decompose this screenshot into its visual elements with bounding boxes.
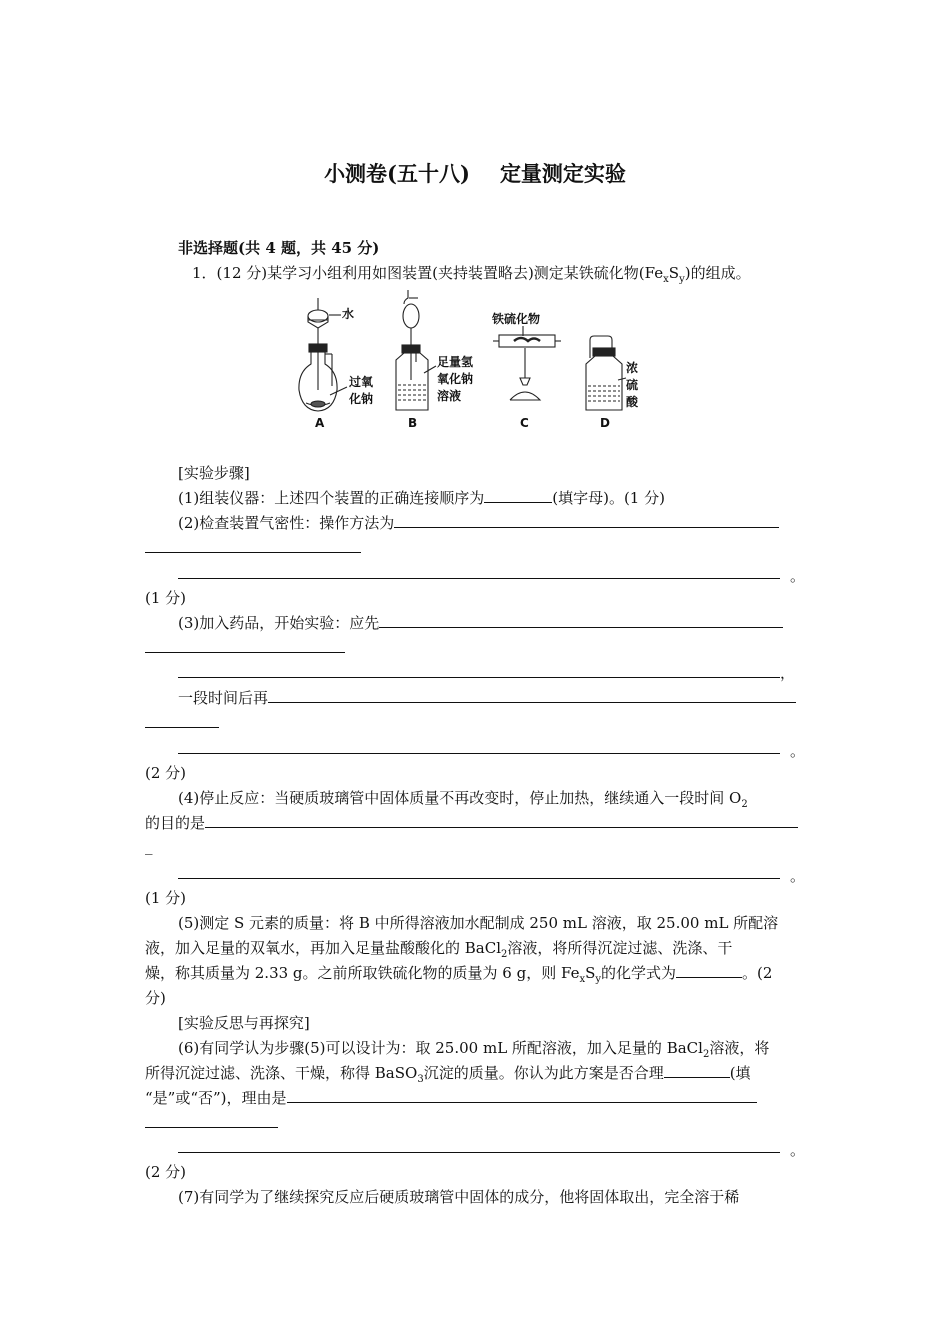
score-3: (2 分) [145,764,187,782]
step-5-line-2: 液，加入足量的双氧水，再加入足量盐酸酸化的 BaCl$_2$溶液，将所得沉淀过滤、洗涤、干 [145,939,733,960]
answer-blank-3c[interactable] [178,663,780,678]
score-6: (2 分) [145,1163,187,1181]
label-sodium-peroxide-2: 化钠 [349,392,374,406]
label-b: B [408,416,418,430]
score-4: (1 分) [145,889,187,907]
apparatus-figure [296,290,656,435]
apparatus-a [299,298,347,411]
label-sodium-peroxide-1: 过氧 [349,375,374,389]
step-4-line-4 [178,864,780,884]
step-6-line-2: 所得沉淀过滤、洗涤、干燥，称得 BaSO$_3$沉淀的质量。你认为此方案是否合理 (填 [145,1064,751,1085]
label-naoh-1: 足量氢 [437,355,474,369]
label-iron-sulfide: 铁硫化物 [492,312,541,326]
steps-header: [实验步骤] [178,464,250,482]
step-3-line-5 [145,713,219,733]
label-water: 水 [342,307,355,321]
answer-blank-4b[interactable] [178,864,780,879]
step-6-line-1: (6)有同学认为步骤(5)可以设计为：取 25.00 mL 所配溶液，加入足量的 BaCl$_2$溶液，将 [178,1039,770,1060]
answer-blank-3d[interactable] [268,688,796,703]
apparatus-c [493,326,561,400]
step-2: (2)检查装置气密性：操作方法为 [178,513,779,533]
answer-blank-4a[interactable] [205,813,798,828]
label-acid-1: 浓 [626,361,639,375]
section-heading: 非选择题(共 4 题，共 45 分) [178,239,380,257]
step-3-line-6 [178,739,780,759]
label-acid-3: 酸 [626,395,639,409]
label-a: A [315,416,325,430]
label-acid-2: 硫 [626,378,639,392]
label-d: D [600,416,610,430]
step-6-line-3: “是”或“否”)，理由是 [145,1088,757,1108]
step-4-line-2: 的目的是 [145,813,798,833]
answer-blank-2c[interactable] [178,564,780,579]
score-2: (1 分) [145,589,187,607]
answer-blank-6d[interactable] [178,1138,780,1153]
apparatus-b [396,290,436,410]
answer-blank-6c[interactable] [145,1113,278,1128]
question-1-intro: 1．(12 分)某学习小组利用如图装置(夹持装置略去)测定某铁硫化物$(Fe_xS_y)$的组成。 [192,264,751,285]
apparatus-d [586,336,626,410]
step-2-line-2 [145,538,361,558]
step-4-dash: _ [145,837,153,855]
step-5-line-3: 燥，称其质量为 2.33 g。之前所取铁硫化物的质量为 6 g，则 $Fe_xS_y$的化学式为 。(2 [145,964,773,985]
period-3: 。 [790,742,806,760]
answer-blank-3e[interactable] [145,713,219,728]
period-2: 。 [790,567,806,585]
label-c: C [520,416,529,430]
label-naoh-3: 溶液 [437,389,462,403]
reflect-header: [实验反思与再探究] [178,1014,310,1032]
answer-blank-2b[interactable] [145,538,361,553]
period-6: 。 [790,1141,806,1159]
step-6-line-4 [145,1113,278,1133]
step-1: (1)组装仪器：上述四个装置的正确连接顺序为 (填字母)。(1 分) [178,489,665,507]
step-3-line-2 [145,638,345,658]
page-title: 小测卷(五十八) 定量测定实验 [324,161,626,186]
step-4: (4)停止反应：当硬质玻璃管中固体质量不再改变时，停止加热，继续通入一段时间 $O_2$ [178,789,748,810]
answer-blank-1[interactable] [484,488,552,503]
step-2-line-3 [178,564,780,584]
step-5-line-1: (5)测定 S 元素的质量：将 B 中所得溶液加水配制成 250 mL 溶液，取 25.00 mL 所配溶 [178,914,779,932]
answer-blank-3a[interactable] [379,613,783,628]
step-3: (3)加入药品，开始实验：应先 [178,613,783,633]
answer-blank-6a[interactable] [664,1063,730,1078]
step-3-line-3: ， [178,663,795,683]
step-7: (7)有同学为了继续探究反应后硬质玻璃管中固体的成分，他将固体取出，完全溶于稀 [178,1188,740,1206]
step-3-then: 一段时间后再 [178,688,796,708]
answer-blank-3b[interactable] [145,638,345,653]
step-5-line-4: 分) [145,989,166,1007]
answer-blank-2a[interactable] [394,513,779,528]
answer-blank-5[interactable] [676,963,742,978]
label-naoh-2: 氧化钠 [437,372,474,386]
answer-blank-6b[interactable] [287,1088,757,1103]
answer-blank-3f[interactable] [178,739,780,754]
period-4: 。 [790,867,806,885]
step-6-line-5 [178,1138,780,1158]
